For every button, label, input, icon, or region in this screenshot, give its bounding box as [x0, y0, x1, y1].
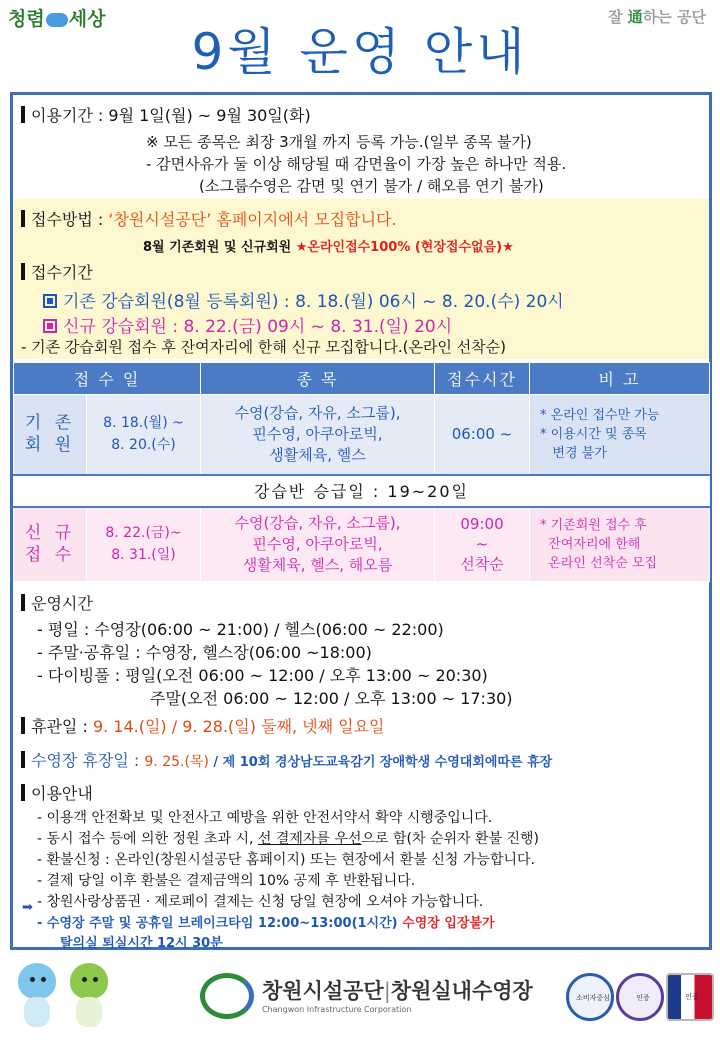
slogan-part-a: 잘	[608, 8, 628, 26]
usage-line-1: - 이용객 안전확보 및 안전사고 예방을 위한 안전서약서 확약 시행중입니다.	[37, 810, 493, 826]
new-time: 09:00 ~ 선착순	[435, 507, 530, 582]
arrow-icon: ➡	[22, 900, 33, 915]
existing-time: 06:00 ~	[435, 395, 530, 475]
closed-dates: 9. 14.(일) / 9. 28.(일)	[92, 717, 262, 736]
new-types: 수영(강습, 자유, 소그룹), 핀수영, 아쿠아로빅, 생활체육, 헬스, 해오름	[201, 507, 435, 582]
usage-line-2-b: 선 결제자를 우선	[257, 831, 362, 847]
new-period	[43, 312, 452, 337]
logo-left-text-a: 청렴	[8, 8, 45, 30]
usage-line-2-a: - 동시 접수 등에 의한 정원 초과 시,	[37, 831, 258, 847]
period-note-2: - 감면사유가 둘 이상 해당될 때 감면율이 가장 높은 하나만 적용.	[146, 155, 567, 173]
reception-section	[13, 199, 709, 359]
usage-label: 이용안내	[31, 784, 93, 803]
existing-period	[43, 287, 564, 312]
period-row	[21, 103, 311, 126]
existing-date: 8. 18.(월) ~ 8. 20.(수)	[87, 395, 201, 475]
usage-line-4: - 결제 당일 이후 환불은 결제금액의 10% 공제 후 반환됩니다.	[37, 873, 416, 889]
badge-2-text: 인증	[636, 994, 650, 1002]
new-note: * 기존회원 접수 후 잔여자리에 한해 온라인 선착순 모집	[530, 507, 710, 582]
table-header-row	[14, 363, 710, 395]
reception-table	[13, 362, 710, 582]
pool-closed-date: 9. 25.(목)	[144, 754, 214, 770]
table-row-existing	[14, 395, 710, 475]
existing-label: 기 존 회 원	[14, 395, 87, 475]
hours-line-4: 주말(오전 06:00 ~ 12:00 / 오후 13:00 ~ 17:30)	[150, 689, 513, 708]
page-title: 9월 운영 안내	[191, 23, 529, 81]
period-section	[13, 95, 709, 199]
corporation-emblem-icon	[200, 973, 254, 1019]
hours-line-1: - 평일 : 수영장(06:00 ~ 21:00) / 헬스(06:00 ~ 22:00)	[37, 620, 444, 639]
certification-badge-icon	[616, 973, 664, 1021]
usage-heading	[21, 781, 93, 804]
header-time: 접수시간	[435, 363, 530, 395]
bullet-bar	[21, 751, 25, 768]
badge-1-text: 소비자중심	[576, 994, 610, 1002]
square-bullet-icon	[43, 319, 57, 333]
online-notice-a: 8월 기존회원 및 신규회원	[143, 240, 296, 255]
usage-line-2	[37, 828, 539, 848]
hours-line-3: - 다이빙풀 : 평일(오전 06:00 ~ 12:00 / 오후 13:00 ~ 20:30)	[37, 666, 488, 685]
period-note-3: (소그룹수영은 감면 및 연기 불가 / 해오름 연기 불가)	[199, 177, 544, 195]
new-label: 신 규 접 수	[14, 507, 87, 582]
reception-period-label: 접수기간	[31, 263, 93, 282]
bullet-bar	[21, 717, 25, 734]
closed-detail: 둘째, 넷째 일요일	[261, 717, 385, 736]
online-notice-b: ★온라인접수100% (현장접수없음)★	[295, 240, 514, 255]
usage-line-5: - 창원사랑상품권 · 제로페이 결제는 신청 당일 현장에 오셔야 가능합니다.	[37, 894, 484, 910]
certification-flag-icon	[666, 973, 714, 1021]
mascot-icon	[66, 963, 112, 1033]
usage-line-2-c: 으로 함(차 순위자 환불 진행)	[361, 831, 539, 847]
corporation-name: 창원시설공단|창원실내수영장	[262, 979, 533, 1003]
corporation-english-name: Changwon Infrastructure Corporation	[262, 1005, 412, 1014]
corp-pool-text: 창원실내수영장	[390, 979, 533, 1003]
closed-label: 휴관일 :	[31, 717, 93, 736]
hours-line-2: - 주말·공휴일 : 수영장, 헬스장(06:00 ~18:00)	[37, 643, 372, 662]
header-type: 종 목	[201, 363, 435, 395]
footer	[0, 955, 720, 1040]
existing-types: 수영(강습, 자유, 소그룹), 핀수영, 아쿠아로빅, 생활체육, 헬스	[201, 395, 435, 475]
table-row-new	[14, 507, 710, 582]
hours-label: 운영시간	[31, 594, 93, 613]
header-date: 접 수 일	[14, 363, 201, 395]
pool-closed-label: 수영장 휴장일 :	[31, 751, 145, 770]
badge-3-text: 인증	[685, 993, 699, 1001]
table-row-promotion	[14, 475, 710, 507]
new-period-text: 신규 강습회원 : 8. 22.(금) 09시 ~ 8. 31.(일) 20시	[63, 317, 453, 337]
existing-period-text: 기존 강습회원(8월 등록회원) : 8. 18.(월) 06시 ~ 8. 20.(수) 20시	[63, 292, 564, 312]
bullet-bar	[21, 784, 25, 801]
hours-heading	[21, 591, 93, 614]
method-label: 접수방법 :	[31, 210, 109, 229]
pool-closed-detail: / 제 10회 경상남도교육감기 장애학생 수영대회에따른 휴장	[213, 755, 553, 770]
period-label: 이용기간 : 9월 1일(월) ~ 9월 30일(화)	[31, 106, 311, 125]
corp-name-text: 창원시설공단	[262, 979, 384, 1003]
usage-line-6-a: - 수영장 주말 및 공휴일 브레이크타임 12:00~13:00(1시간)	[37, 916, 403, 931]
bullet-bar	[21, 210, 25, 227]
ccm-badge-icon	[566, 973, 614, 1021]
new-date: 8. 22.(금)~ 8. 31.(일)	[87, 507, 201, 582]
mascot-icon	[14, 963, 60, 1033]
usage-line-7: 탈의실 퇴실시간 12시 30분	[60, 936, 223, 951]
logo-left-text-b: 세상	[68, 8, 106, 30]
promotion-date: 강습반 승급일 : 19~20일	[14, 475, 710, 507]
closed-row	[21, 714, 385, 737]
method-row	[21, 207, 397, 230]
reception-remark: - 기존 강습회원 접수 후 잔여자리에 한해 신규 모집합니다.(온라인 선착순)	[21, 338, 507, 356]
bullet-bar	[21, 106, 25, 123]
usage-line-6	[37, 912, 495, 931]
usage-line-6-b: 수영장 입장불가	[402, 916, 495, 931]
slogan-part-b: 通	[627, 8, 643, 26]
pool-closed-row	[21, 748, 552, 771]
logo-slogan	[608, 6, 706, 27]
usage-line-3: - 환불신청 : 온라인(창원시설공단 홈페이지) 또는 현장에서 환불 신청 가능합니다.	[37, 852, 535, 868]
bullet-bar	[21, 263, 25, 280]
header-note: 비 고	[530, 363, 710, 395]
existing-note: * 온라인 접수만 가능 * 이용시간 및 종목 변경 불가	[530, 395, 710, 475]
bullet-bar	[21, 594, 25, 611]
period-note-1: ※ 모든 종목은 최장 3개월 까지 등록 가능.(일부 종목 불가)	[146, 133, 532, 151]
online-notice	[143, 236, 514, 255]
reception-period-row	[21, 260, 93, 283]
slogan-part-c: 하는 공단	[642, 8, 706, 26]
square-bullet-icon	[43, 294, 57, 308]
method-value: ‘창원시설공단’ 홈페이지에서 모집합니다.	[108, 210, 397, 229]
header	[0, 0, 720, 92]
